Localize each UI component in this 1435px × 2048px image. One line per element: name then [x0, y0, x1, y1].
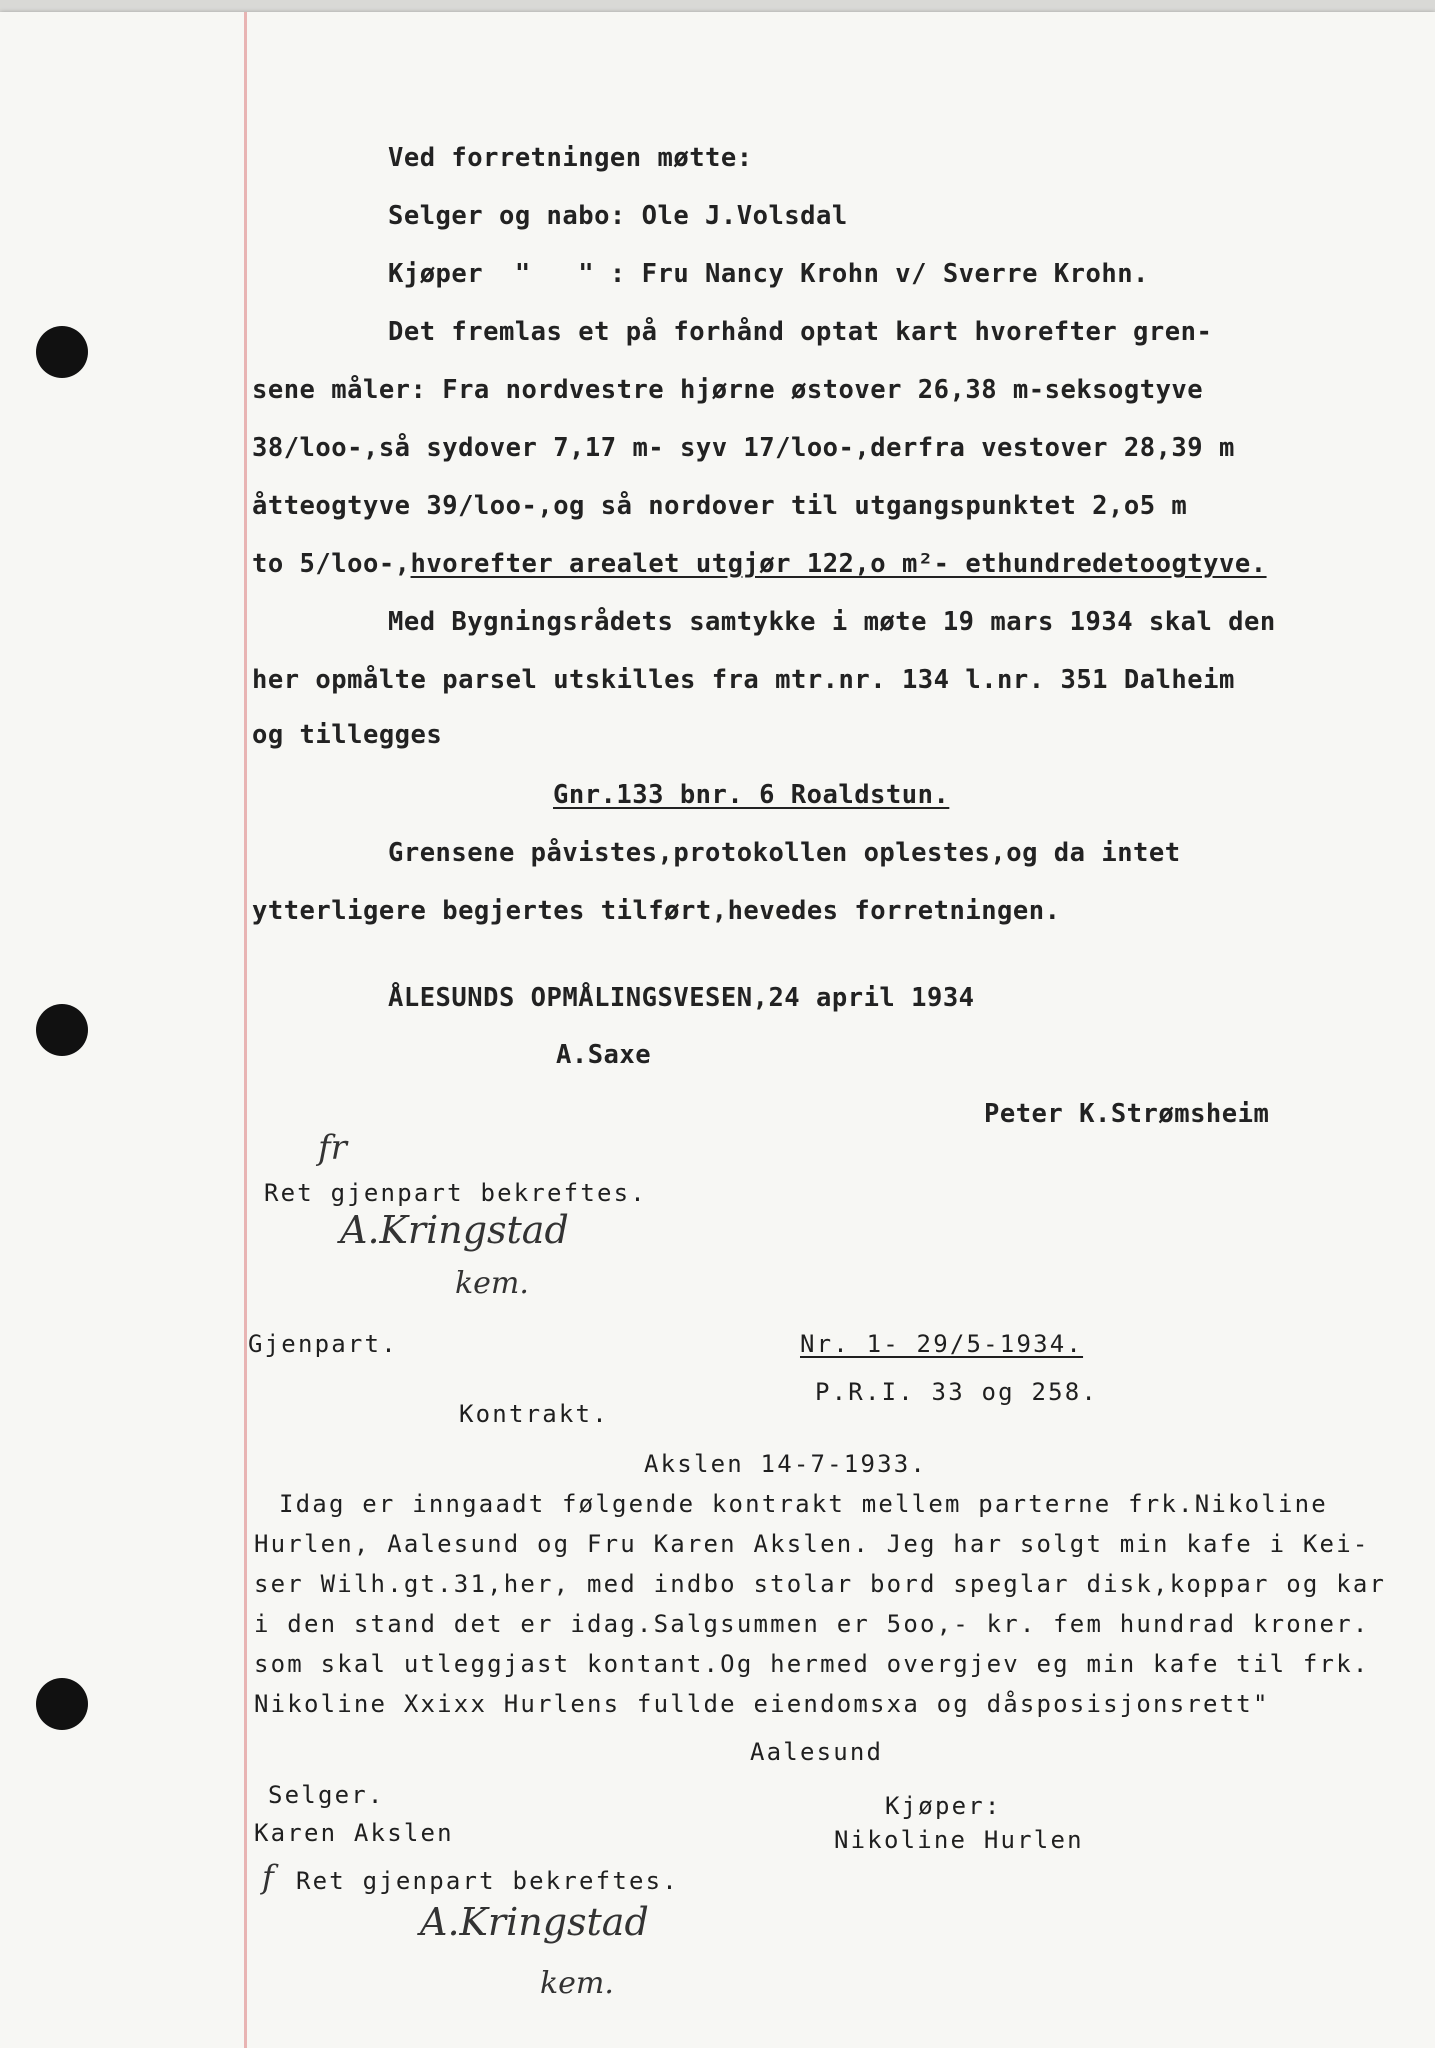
contract-line: i den stand det er idag.Salgsummen er 5oo,- kr. fem hundrad kroner.: [254, 1610, 1370, 1638]
property-id: Gnr.133 bnr. 6 Roaldstun.: [553, 780, 950, 810]
signer-saxe: A.Saxe: [556, 1040, 652, 1070]
office-date: ÅLESUNDS OPMÅLINGSVESEN,24 april 1934: [388, 983, 975, 1013]
para3-line: ytterligere begjertes tilført,hevedes forretningen.: [252, 896, 1061, 926]
para1-line: sene måler: Fra nordvestre hjørne østover 26,38 m-seksogtyve: [252, 375, 1204, 405]
para1-line: 38/loo-,så sydover 7,17 m- syv 17/loo-,derfra vestover 28,39 m: [252, 433, 1235, 463]
place-date: Akslen 14-7-1933.: [644, 1450, 928, 1478]
buyer-label: Kjøper:: [885, 1792, 1002, 1820]
handwritten-signature: A.Kringstad: [340, 1208, 569, 1252]
heading-line: Ved forretningen møtte:: [388, 143, 753, 173]
kontrakt-title: Kontrakt.: [459, 1400, 609, 1428]
buyer-line: Kjøper " " : Fru Nancy Krohn v/ Sverre Krohn.: [388, 259, 1149, 289]
signer-stromsheim: Peter K.Strømsheim: [984, 1099, 1270, 1129]
scan-top-edge: [0, 0, 1435, 12]
signature-title: kem.: [455, 1266, 529, 1301]
contract-line: Hurlen, Aalesund og Fru Karen Akslen. Jeg har solgt min kafe i Kei-: [254, 1530, 1370, 1558]
para2-line: og tillegges: [252, 720, 443, 750]
signature-title: kem.: [540, 1966, 614, 2001]
para1-line: Det fremlas et på forhånd optat kart hvorefter gren-: [388, 317, 1213, 347]
para1-line: åtteogtyve 39/loo-,og så nordover til utgangspunktet 2,o5 m: [252, 491, 1188, 521]
contract-line: Idag er inngaadt følgende kontrakt mellem parterne frk.Nikoline: [279, 1490, 1328, 1518]
handwritten-signature: A.Kringstad: [420, 1900, 649, 1944]
buyer-name: Nikoline Hurlen: [834, 1826, 1084, 1854]
punch-hole-top: [36, 326, 88, 378]
punch-hole-middle: [36, 1004, 88, 1056]
para1-last-prefix: to 5/loo-,: [252, 549, 411, 579]
document-number: Nr. 1- 29/5-1934.: [800, 1330, 1084, 1358]
seller-line: Selger og nabo: Ole J.Volsdal: [388, 201, 848, 231]
contract-line: som skal utleggjast kontant.Og hermed overgjev eg min kafe til frk.: [254, 1650, 1370, 1678]
margin-line: [244, 12, 247, 2048]
para3-line: Grensene påvistes,protokollen oplestes,og da intet: [388, 838, 1181, 868]
town-label: Aalesund: [750, 1738, 884, 1766]
para2-line: Med Bygningsrådets samtykke i møte 19 mars 1934 skal den: [388, 607, 1276, 637]
contract-line: Nikoline Xxixx Hurlens fullde eiendomsxa og dåsposisjonsrett": [254, 1690, 1270, 1718]
para2-line: her opmålte parsel utskilles fra mtr.nr. 134 l.nr. 351 Dalheim: [252, 665, 1235, 695]
para1-last-line: [252, 549, 1267, 579]
certification-text: Ret gjenpart bekreftes.: [264, 1179, 647, 1207]
punch-hole-bottom: [36, 1678, 88, 1730]
gjenpart-label: Gjenpart.: [248, 1330, 398, 1358]
seller-label: Selger.: [268, 1781, 385, 1809]
contract-line: ser Wilh.gt.31,her, med indbo stolar bord speglar disk,koppar og kar: [254, 1570, 1387, 1598]
pri-reference: P.R.I. 33 og 258.: [815, 1378, 1099, 1406]
seller-name: Karen Akslen: [254, 1819, 454, 1847]
area-statement: hvorefter arealet utgjør 122,o m²- ethundredetoogtyve.: [410, 549, 1267, 579]
hand-mark: fr: [318, 1128, 347, 1168]
hand-mark: f: [262, 1858, 274, 1896]
certification-text: Ret gjenpart bekreftes.: [296, 1867, 679, 1895]
